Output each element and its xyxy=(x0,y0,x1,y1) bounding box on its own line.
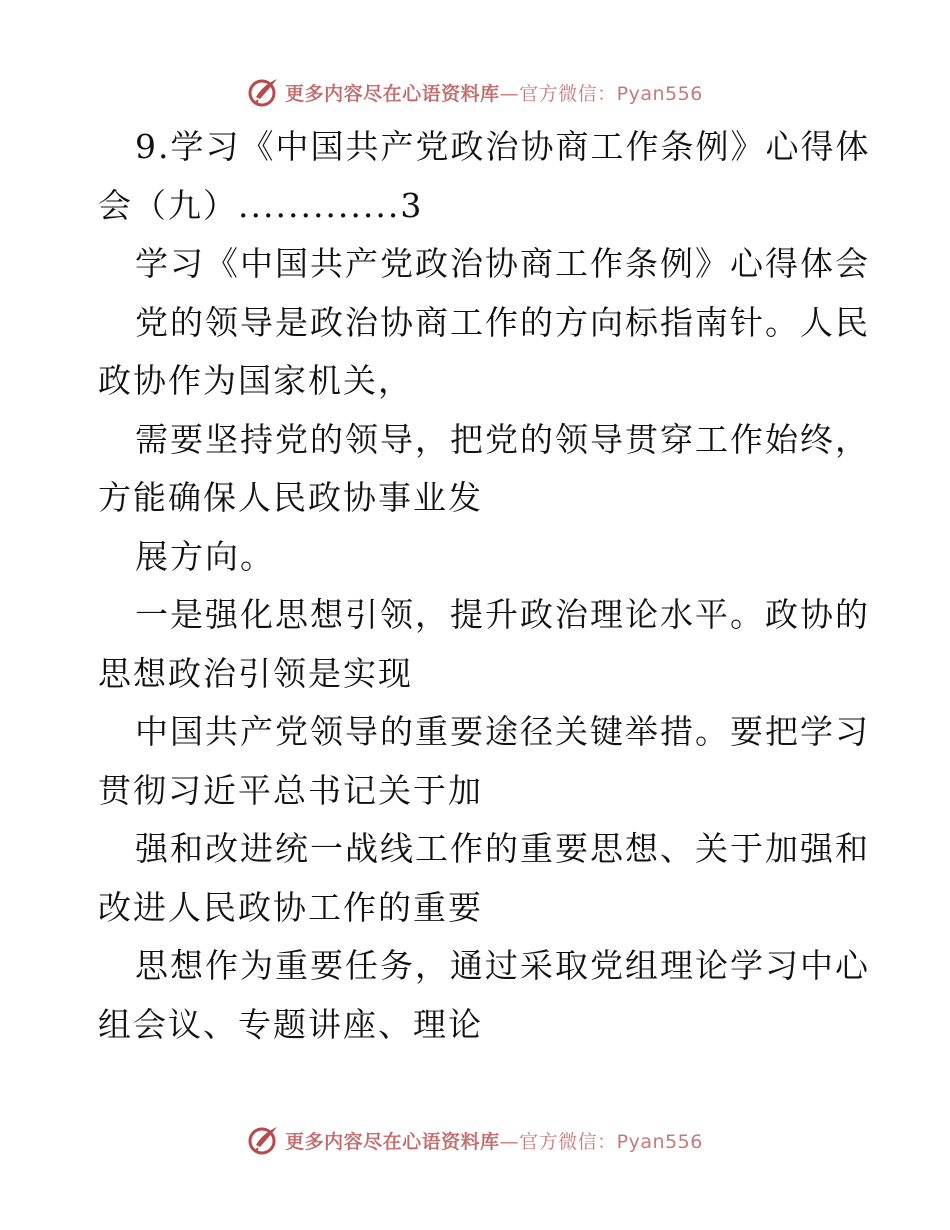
text-line: 会（九）.............3 xyxy=(98,185,424,225)
text-line: 方能确保人民政协事业发 xyxy=(98,478,483,517)
text-line: 思想作为重要任务，通过采取党组理论学习中心 xyxy=(135,946,870,985)
text-line: 政协作为国家机关， xyxy=(98,361,413,400)
text-line: 中国共产党领导的重要途径关键举措。要把学习 xyxy=(135,712,870,751)
text-line: 思想政治引领是实现 xyxy=(98,653,413,693)
text-line: 需要坚持党的领导，把党的领导贯穿工作始终， xyxy=(135,419,870,459)
watermark-site: 更多内容尽在心语资料库 xyxy=(285,82,500,105)
text-line: 强和改进统一战线工作的重要思想、关于加强和 xyxy=(135,829,870,868)
watermark-text xyxy=(285,1127,703,1154)
text-line: 学习《中国共产党政治协商工作条例》心得体会 xyxy=(135,244,870,283)
text-line: 改进人民政协工作的重要 xyxy=(98,887,483,927)
text-line: 组会议、专题讲座、理论 xyxy=(98,1004,483,1044)
watermark-contact: 官方微信：Pyan556 xyxy=(519,82,703,105)
quill-logo-icon xyxy=(247,1123,281,1157)
watermark-site: 更多内容尽在心语资料库 xyxy=(285,1130,500,1153)
watermark-separator: — xyxy=(499,82,520,105)
watermark-contact: 官方微信：Pyan556 xyxy=(519,1130,703,1153)
text-line: 贯彻习近平总书记关于加 xyxy=(98,770,483,810)
header-watermark xyxy=(0,72,950,112)
watermark-text xyxy=(285,79,703,106)
document-body xyxy=(98,118,871,1054)
watermark-separator: — xyxy=(499,1130,520,1153)
text-line: 党的领导是政治协商工作的方向标指南针。人民 xyxy=(135,302,870,342)
quill-logo-icon xyxy=(247,75,281,109)
footer-watermark xyxy=(0,1120,950,1160)
text-line: 9.学习《中国共产党政治协商工作条例》心得体 xyxy=(135,127,871,166)
text-line: 展方向。 xyxy=(135,536,275,576)
text-line: 一是强化思想引领，提升政治理论水平。政协的 xyxy=(135,595,870,634)
